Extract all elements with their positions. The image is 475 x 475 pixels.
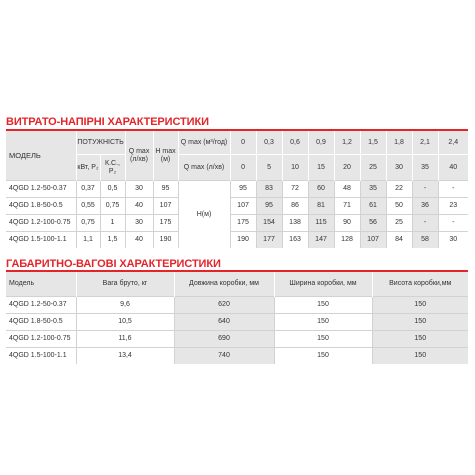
q-l-value: 10 bbox=[282, 155, 308, 181]
kw-cell: 0,37 bbox=[76, 181, 100, 198]
table-row bbox=[6, 181, 468, 198]
qmax-cell: 30 bbox=[125, 181, 153, 198]
q-m3-value: 2,4 bbox=[438, 131, 468, 155]
model-cell: 4QGD 1.8-50-0.5 bbox=[6, 198, 76, 215]
qmax-cell: 40 bbox=[125, 198, 153, 215]
model-column-header: МОДЕЛЬ bbox=[6, 131, 76, 181]
table-row bbox=[6, 215, 468, 232]
dimensions-weight-title: ГАБАРИТНО-ВАГОВІ ХАРАКТЕРИСТИКИ bbox=[6, 258, 221, 270]
head-value-cell: 48 bbox=[334, 181, 360, 198]
head-value-cell: 36 bbox=[412, 198, 438, 215]
flow-head-characteristics-title: ВИТРАТО-НАПІРНІ ХАРАКТЕРИСТИКИ bbox=[6, 116, 209, 128]
model-column-header: Модель bbox=[6, 272, 76, 297]
q-l-value: 30 bbox=[386, 155, 412, 181]
hmax-cell: 95 bbox=[153, 181, 178, 198]
q-l-value: 40 bbox=[438, 155, 468, 181]
head-value-cell: 61 bbox=[360, 198, 386, 215]
head-value-cell: 190 bbox=[230, 232, 256, 249]
head-value-cell: 30 bbox=[438, 232, 468, 249]
height-column-header: Висота коробки,мм bbox=[372, 272, 468, 297]
height-cell: 150 bbox=[372, 331, 468, 348]
hmax-column-header: H max (м) bbox=[153, 131, 178, 181]
height-cell: 150 bbox=[372, 297, 468, 314]
height-cell: 150 bbox=[372, 348, 468, 365]
hp-column-header: К.С., P₂ bbox=[100, 155, 125, 181]
head-value-cell: 115 bbox=[308, 215, 334, 232]
dimensions-weight-table bbox=[6, 272, 468, 364]
table-row bbox=[6, 232, 468, 249]
power-column-header: ПОТУЖНІСТЬ bbox=[76, 131, 125, 155]
q-m3-value: 1,8 bbox=[386, 131, 412, 155]
q-l-value: 35 bbox=[412, 155, 438, 181]
model-cell: 4QGD 1.5-100-1.1 bbox=[6, 232, 76, 249]
length-cell: 690 bbox=[174, 331, 274, 348]
head-value-cell: 107 bbox=[230, 198, 256, 215]
q-m3-value: 0,6 bbox=[282, 131, 308, 155]
q-l-value: 20 bbox=[334, 155, 360, 181]
model-cell: 4QGD 1.2-100-0.75 bbox=[6, 331, 76, 348]
weight-cell: 10,5 bbox=[76, 314, 174, 331]
weight-cell: 11,6 bbox=[76, 331, 174, 348]
head-value-cell: - bbox=[412, 181, 438, 198]
flow-head-table bbox=[6, 131, 468, 248]
table-row bbox=[6, 198, 468, 215]
qmax-l-header: Q max (л/хв) bbox=[178, 155, 230, 181]
hp-cell: 1 bbox=[100, 215, 125, 232]
head-value-cell: 86 bbox=[282, 198, 308, 215]
head-value-cell: 71 bbox=[334, 198, 360, 215]
head-value-cell: 25 bbox=[386, 215, 412, 232]
hmax-cell: 190 bbox=[153, 232, 178, 249]
length-cell: 740 bbox=[174, 348, 274, 365]
q-m3-value: 0,3 bbox=[256, 131, 282, 155]
width-cell: 150 bbox=[274, 331, 372, 348]
q-l-value: 0 bbox=[230, 155, 256, 181]
model-cell: 4QGD 1.5-100-1.1 bbox=[6, 348, 76, 365]
weight-cell: 9,6 bbox=[76, 297, 174, 314]
length-cell: 620 bbox=[174, 297, 274, 314]
head-value-cell: 154 bbox=[256, 215, 282, 232]
head-value-cell: 58 bbox=[412, 232, 438, 249]
head-value-cell: 90 bbox=[334, 215, 360, 232]
table-row bbox=[6, 348, 468, 365]
head-value-cell: 107 bbox=[360, 232, 386, 249]
q-m3-value: 0,9 bbox=[308, 131, 334, 155]
head-value-cell: 175 bbox=[230, 215, 256, 232]
q-m3-value: 2,1 bbox=[412, 131, 438, 155]
head-value-cell: 147 bbox=[308, 232, 334, 249]
head-value-cell: 23 bbox=[438, 198, 468, 215]
head-value-cell: 95 bbox=[230, 181, 256, 198]
model-cell: 4QGD 1.2-50-0.37 bbox=[6, 297, 76, 314]
length-column-header: Довжина коробки, мм bbox=[174, 272, 274, 297]
head-value-cell: 50 bbox=[386, 198, 412, 215]
head-value-cell: - bbox=[438, 215, 468, 232]
head-value-cell: 22 bbox=[386, 181, 412, 198]
kw-cell: 0,75 bbox=[76, 215, 100, 232]
hp-cell: 0,75 bbox=[100, 198, 125, 215]
model-cell: 4QGD 1.2-50-0.37 bbox=[6, 181, 76, 198]
width-cell: 150 bbox=[274, 297, 372, 314]
kw-cell: 0,55 bbox=[76, 198, 100, 215]
weight-cell: 13,4 bbox=[76, 348, 174, 365]
q-m3-value: 1,5 bbox=[360, 131, 386, 155]
head-value-cell: - bbox=[412, 215, 438, 232]
head-value-cell: 56 bbox=[360, 215, 386, 232]
head-value-cell: 35 bbox=[360, 181, 386, 198]
head-value-cell: 163 bbox=[282, 232, 308, 249]
q-m3-value: 1,2 bbox=[334, 131, 360, 155]
model-cell: 4QGD 1.2-100-0.75 bbox=[6, 215, 76, 232]
table-row bbox=[6, 331, 468, 348]
head-value-cell: 72 bbox=[282, 181, 308, 198]
width-column-header: Ширина коробки, мм bbox=[274, 272, 372, 297]
head-value-cell: 95 bbox=[256, 198, 282, 215]
q-l-value: 25 bbox=[360, 155, 386, 181]
kw-cell: 1,1 bbox=[76, 232, 100, 249]
head-value-cell: 84 bbox=[386, 232, 412, 249]
weight-column-header: Вага бруто, кг bbox=[76, 272, 174, 297]
q-l-value: 5 bbox=[256, 155, 282, 181]
table-row bbox=[6, 297, 468, 314]
width-cell: 150 bbox=[274, 314, 372, 331]
head-value-cell: 128 bbox=[334, 232, 360, 249]
q-l-value: 15 bbox=[308, 155, 334, 181]
hp-cell: 0,5 bbox=[100, 181, 125, 198]
head-value-cell: 81 bbox=[308, 198, 334, 215]
head-value-cell: 83 bbox=[256, 181, 282, 198]
head-label-cell: H(м) bbox=[178, 181, 230, 249]
head-value-cell: 138 bbox=[282, 215, 308, 232]
head-value-cell: 60 bbox=[308, 181, 334, 198]
length-cell: 640 bbox=[174, 314, 274, 331]
head-value-cell: - bbox=[438, 181, 468, 198]
hmax-cell: 107 bbox=[153, 198, 178, 215]
q-m3-value: 0 bbox=[230, 131, 256, 155]
qmax-column-header: Q max (л/хв) bbox=[125, 131, 153, 181]
model-cell: 4QGD 1.8-50-0.5 bbox=[6, 314, 76, 331]
qmax-cell: 40 bbox=[125, 232, 153, 249]
width-cell: 150 bbox=[274, 348, 372, 365]
qmax-m3-header: Q max (м³/год) bbox=[178, 131, 230, 155]
height-cell: 150 bbox=[372, 314, 468, 331]
head-value-cell: 177 bbox=[256, 232, 282, 249]
table-row bbox=[6, 314, 468, 331]
hmax-cell: 175 bbox=[153, 215, 178, 232]
qmax-cell: 30 bbox=[125, 215, 153, 232]
kw-column-header: кВт, P₂ bbox=[76, 155, 100, 181]
hp-cell: 1,5 bbox=[100, 232, 125, 249]
